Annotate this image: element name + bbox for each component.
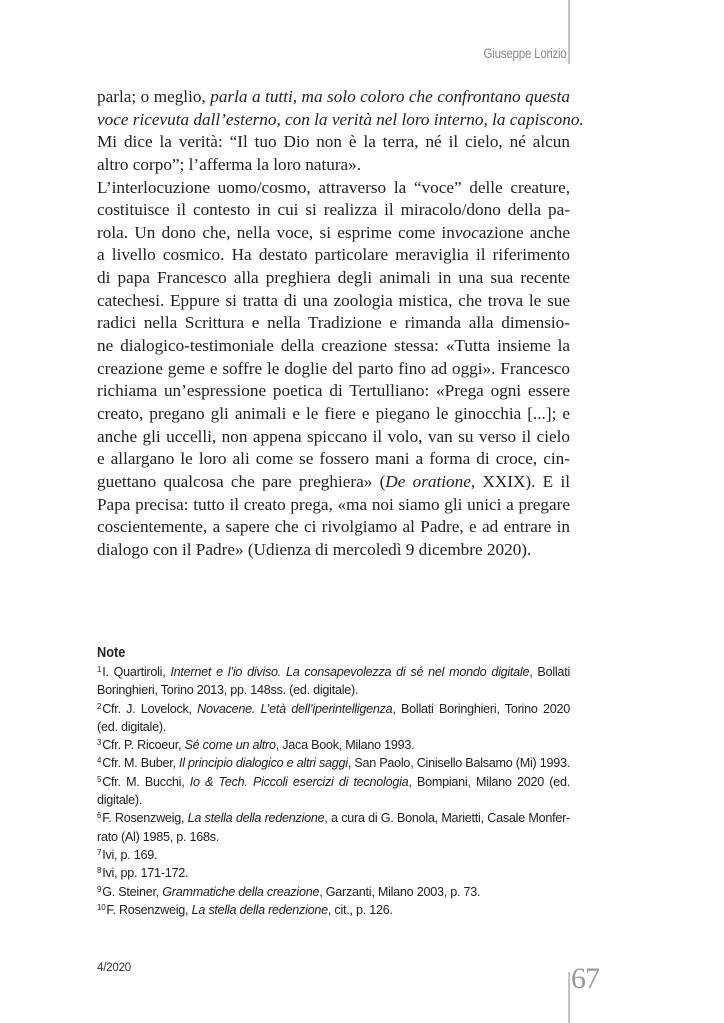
text-run: rola. Un dono che, nella voce, si esprime come in — [97, 222, 455, 242]
footnote-line — [97, 846, 570, 864]
text-run: I. Quartiroli, — [102, 665, 171, 679]
text-run: creazione geme e soffre le doglie del parto fino ad oggi». Francesco — [97, 358, 570, 378]
italic-text: Sé come un altro — [184, 738, 276, 753]
page-number: 67 — [571, 962, 599, 995]
body-line — [97, 290, 570, 313]
footnotes-section — [97, 644, 570, 919]
text-run: , Bollati — [529, 665, 570, 679]
body-line — [97, 358, 570, 381]
body-line — [97, 131, 570, 154]
text-run: G. Steiner, — [102, 884, 163, 899]
italic-text: Novacene. L’età dell’iperintelligenza — [197, 701, 393, 716]
text-run: creato, pregano gli animali e le fiere e piegano le ginocchia [...]; e — [97, 403, 570, 423]
text-run: catechesi. Eppure si tratta di una zoologia mistica, che trova le sue — [97, 290, 570, 310]
body-line — [97, 471, 570, 494]
footnote-line — [97, 883, 570, 901]
footnote-number: 4 — [97, 756, 102, 766]
text-run: coscientemente, a sapere che ci rivolgiamo al Padre, e ad entrare in — [97, 517, 570, 537]
italic-text: voc — [454, 222, 479, 242]
body-line — [97, 222, 570, 245]
body-line — [97, 154, 570, 177]
footnote-line — [97, 700, 570, 718]
italic-text: parla a tutti, ma solo coloro che confrontano questa — [210, 87, 570, 106]
body-line — [97, 539, 570, 562]
footnotes-list — [97, 663, 570, 919]
text-run: , Garzanti, Milano 2003, p. 73. — [319, 884, 481, 899]
text-run: , a cura di G. Bonola, Marietti, Casale Monfer- — [324, 811, 570, 826]
footnote-number: 5 — [97, 774, 102, 784]
body-line — [97, 335, 570, 358]
footnote-number: 9 — [97, 884, 102, 894]
footnote-line — [97, 864, 570, 882]
body-line — [97, 199, 570, 222]
footnote-line — [97, 791, 570, 809]
text-run: Ivi, p. 169. — [102, 847, 158, 862]
text-run: anche gli uccelli, non appena spiccano il volo, van su verso il cielo — [97, 426, 570, 446]
text-run: F. Rosenzweig, — [106, 902, 192, 917]
body-line — [97, 494, 570, 517]
body-line — [97, 426, 570, 449]
footnote-number: 6 — [97, 811, 102, 821]
italic-text: Io & Tech. Piccoli esercizi di tecnologia — [189, 774, 409, 789]
text-run: , San Paolo, Cinisello Balsamo (Mi) 1993. — [347, 756, 570, 771]
footnote-line — [97, 681, 570, 699]
italic-text: La stella della redenzione — [187, 811, 325, 826]
body-line — [97, 448, 570, 471]
italic-text: voce ricevuta dall’esterno, con la verità nel loro interno, la capiscono. — [97, 109, 584, 129]
body-line — [97, 177, 570, 200]
footnote-number: 7 — [97, 847, 102, 857]
italic-text: Grammatiche della creazione — [162, 884, 320, 899]
footnote-number: 3 — [97, 738, 102, 748]
body-line — [97, 403, 570, 426]
notes-heading: Note — [97, 645, 126, 661]
text-run: Boringhieri, Torino 2013, pp. 148ss. (ed. digitale). — [97, 683, 359, 698]
footnote-number: 8 — [97, 866, 102, 876]
text-run: parla; o meglio, — [97, 87, 211, 106]
body-text — [97, 86, 584, 561]
footnote-line — [97, 663, 570, 681]
footnote-line — [97, 754, 570, 772]
footnote-line — [97, 736, 570, 754]
footnote-number: 10 — [97, 902, 106, 912]
italic-text: La stella della redenzione — [191, 902, 328, 917]
italic-text: De oratione — [385, 471, 471, 491]
text-run: e allargano le loro ali come se fossero mani a forma di croce, cin- — [97, 449, 570, 469]
body-line — [97, 244, 570, 267]
body-line — [97, 516, 570, 539]
footnote-line — [97, 901, 570, 919]
text-run: L’interlocuzione uomo/cosmo, attraverso la “voce” delle creature, — [97, 177, 570, 197]
header-rule — [568, 0, 570, 64]
body-line — [97, 86, 570, 109]
body-line — [97, 109, 584, 132]
body-line — [97, 267, 570, 290]
footnote-number: 1 — [97, 665, 102, 674]
footnote-line — [97, 828, 570, 846]
text-run: a livello cosmico. Ha destato particolare meraviglia il riferimento — [97, 245, 570, 265]
text-run: , Bollati Boringhieri, Torino 2020 — [392, 701, 570, 716]
text-run: di papa Francesco alla preghiera degli animali in una sua recente — [97, 268, 570, 288]
text-run: Mi dice la verità: “Il tuo Dio non è la terra, né il cielo, né alcun — [97, 132, 570, 152]
text-run: Cfr. M. Bucchi, — [102, 774, 190, 789]
text-run: azione anche — [478, 222, 570, 242]
text-run: radici nella Scrittura e nella Tradizione e rimanda alla dimensio- — [97, 313, 570, 333]
text-run: (ed. digitale). — [97, 719, 167, 734]
text-run: dialogo con il Padre» (Udienza di mercoledì 9 dicembre 2020). — [97, 539, 532, 559]
text-run: , Jaca Book, Milano 1993. — [275, 738, 415, 753]
text-run: altro corpo”; l’afferma la loro natura». — [97, 154, 362, 174]
text-run: Papa precisa: tutto il creato prega, «ma noi siamo gli unici a pregare — [97, 494, 570, 514]
footnote-line — [97, 809, 570, 827]
folio-rule — [568, 972, 570, 1023]
text-run: richiama un’espressione poetica di Tertulliano: «Prega ogni essere — [97, 381, 570, 401]
body-line — [97, 312, 570, 335]
text-run: rato (Al) 1985, p. 168s. — [97, 829, 220, 844]
text-run: guettano qualcosa che pare preghiera» ( — [97, 471, 386, 491]
footnote-number: 2 — [97, 701, 102, 711]
text-run: , Bompiani, Milano 2020 (ed. — [408, 774, 570, 789]
text-run: Cfr. M. Buber, — [102, 756, 179, 771]
text-run: Cfr. J. Lovelock, — [102, 701, 198, 716]
italic-text: Il principio dialogico e altri saggi — [178, 756, 348, 771]
body-line — [97, 380, 570, 403]
italic-text: Internet e l’io diviso. La consapevolezza di sé nel mondo digitale — [170, 665, 530, 679]
text-run: , XXIX). E il — [470, 471, 570, 491]
footnote-line — [97, 718, 570, 736]
issue-number: 4/2020 — [97, 962, 131, 974]
text-run: digitale). — [97, 793, 143, 808]
running-head-author: Giuseppe Lorizio — [483, 46, 567, 61]
text-run: ne dialogico-testimoniale della creazione stessa: «Tutta insieme la — [97, 336, 570, 356]
text-run: Ivi, pp. 171-172. — [102, 866, 189, 881]
text-run: F. Rosenzweig, — [102, 811, 188, 826]
text-run: costituisce il contesto in cui si realizza il miracolo/dono della pa- — [97, 200, 570, 220]
text-run: , cit., p. 126. — [327, 902, 393, 917]
text-run: Cfr. P. Ricoeur, — [102, 738, 185, 753]
footnote-line — [97, 773, 570, 791]
